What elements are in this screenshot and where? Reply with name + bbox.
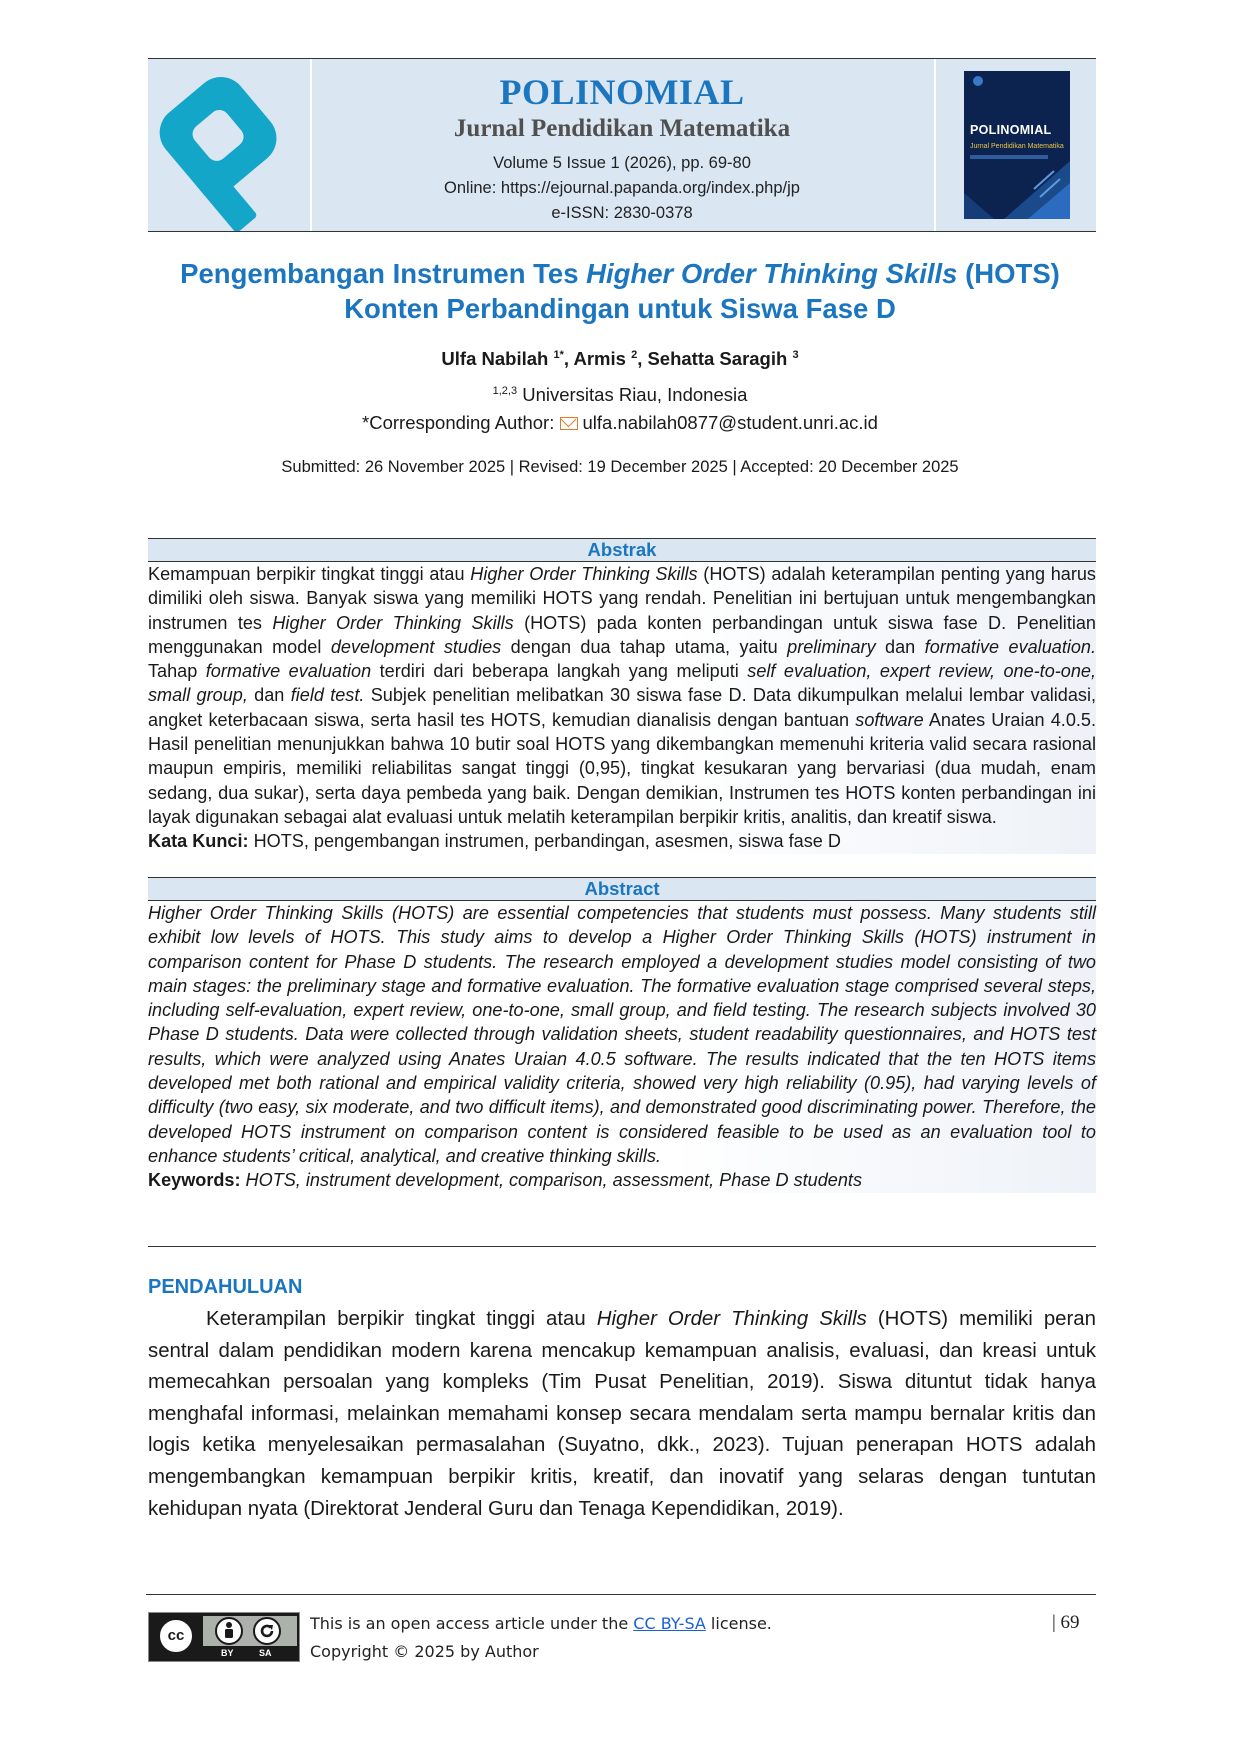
page-number: | 69 [1052, 1612, 1080, 1633]
abstrak-text: dan [875, 636, 925, 657]
affiliation [130, 384, 1110, 406]
keywords-label: Keywords: [148, 1170, 241, 1191]
corresponding-label: *Corresponding Author: [362, 412, 560, 433]
cover-volume-bar [970, 155, 1048, 159]
abstrak-italic: Higher Order Thinking Skills [272, 612, 514, 633]
journal-logo-cell [148, 59, 312, 231]
title-part: (HOTS) [957, 258, 1060, 289]
author-name: , Armis [563, 348, 632, 369]
cc-by-sa-badge[interactable] [148, 1612, 300, 1662]
journal-info [312, 59, 932, 231]
copyright-line: Copyright © 2025 by Author [310, 1642, 539, 1661]
corresponding-author [130, 412, 1110, 434]
abstrak-text: Anates Uraian 4.0.5. Hasil penelitian menunjukkan bahwa 10 butir soal HOTS yang dikembangkan memenuhi kriteria valid secara rasional maupun empiris, memiliki reliabilitas sangat tinggi (0,95), tingkat kesukaran yang bervariasi (dua mudah, enam sedang, dua sukar), serta daya pembeda yang baik. Dengan demikian, Instrumen tes HOTS konten perbandingan ini layak digunakan sebagai alat evaluasi untuk melatih keterampilan berpikir kritis, analitis, dan kreatif siswa. [148, 709, 1097, 827]
journal-header [148, 58, 1096, 232]
author-name: Ulfa Nabilah [441, 348, 554, 369]
abstrak-heading: Abstrak [148, 538, 1096, 562]
footer-rule [146, 1594, 1096, 1595]
abstrak-italic: development studies [330, 636, 502, 657]
journal-cover-cell [934, 59, 1098, 231]
badge-sa-label: SA [259, 1648, 272, 1658]
by-person-icon [215, 1617, 243, 1645]
article-title [130, 256, 1110, 326]
abstrak-italic: formative evaluation [205, 661, 372, 682]
cover-title: POLINOMIAL [970, 123, 1052, 137]
intro-text: Keterampilan berpikir tingkat tinggi atau [206, 1308, 597, 1330]
cover-subtitle: Jurnal Pendidikan Matematika [970, 143, 1064, 150]
journal-volume: Volume 5 Issue 1 (2026), pp. 69-80 [493, 154, 751, 172]
intro-italic: Higher Order Thinking Skills [596, 1308, 867, 1330]
title-line-2: Konten Perbandingan untuk Siswa Fase D [344, 293, 896, 324]
abstrak-text: (HOTS) adalah keterampilan penting yang harus dimiliki oleh siswa. Banyak siswa yang memiliki HOTS yang rendah. Penelitian ini bertujuan untuk mengembangkan instrumen tes [148, 564, 1096, 633]
abstrak-text: dan [247, 685, 291, 706]
license-pre: This is an open access article under the [310, 1614, 634, 1633]
license-text [310, 1610, 772, 1666]
abstrak-text: (HOTS) pada konten perbandingan untuk siswa fase D. Penelitian menggunakan model [148, 612, 1096, 657]
author-name: , Sehatta Saragih [637, 348, 793, 369]
journal-logo [148, 59, 310, 231]
license-line [310, 1610, 772, 1638]
abstrak-italic: software [855, 709, 924, 730]
license-post: license. [705, 1614, 772, 1633]
abstract-heading: Abstract [148, 877, 1096, 901]
abstrak-italic: preliminary [787, 636, 876, 657]
intro-text: (HOTS) memiliki peran sentral dalam pendidikan modern karena mencakup kemampuan analisis, evaluasi, dan kreasi untuk memecahkan persoalan yang kompleks (Tim Pusat Penelitian, 2019). Siswa dituntut tidak hanya menghafal informasi, melainkan memahami konsep secara mendalam serta mampu bernalar kritis dan logis ketika menyelesaikan permasalahan (Suyatno, dkk., 2023). Tujuan penerapan HOTS adalah mengembangkan kemampuan berpikir kritis, kreatif, dan inovatif yang selaras dengan tuntutan kehidupan nyata (Direktorat Jenderal Guru dan Tenaga Kependidikan, 2019). [148, 1308, 1096, 1520]
journal-name: POLINOMIAL [499, 72, 745, 112]
abstrak-text: Kemampuan berpikir tingkat tinggi atau [148, 564, 471, 584]
author-sup: 2 [631, 348, 638, 361]
keywords-text: HOTS, pengembangan instrumen, perbandingan, asesmen, siswa fase D [248, 831, 841, 852]
mail-icon [560, 417, 578, 430]
license-link[interactable]: CC BY-SA [633, 1614, 706, 1633]
abstract-bottom-rule [148, 1246, 1096, 1247]
journal-subtitle: Jurnal Pendidikan Matematika [453, 115, 791, 142]
corresponding-email[interactable]: ulfa.nabilah0877@student.unri.ac.id [582, 412, 878, 433]
submission-dates: Submitted: 26 November 2025 | Revised: 19 December 2025 | Accepted: 20 December 2025 [281, 458, 959, 476]
journal-online-url: Online: https://ejournal.papanda.org/index.php/jp [444, 179, 800, 197]
sa-share-alike-icon [253, 1617, 281, 1645]
abstrak-text: terdiri dari beberapa langkah yang meliputi [371, 661, 748, 682]
keywords-label: Kata Kunci: [148, 831, 249, 852]
journal-cover-thumbnail [964, 71, 1070, 219]
abstrak-keywords [148, 829, 1096, 853]
abstrak-body [148, 562, 1096, 854]
affiliation-text: Universitas Riau, Indonesia [517, 384, 748, 405]
title-part: Pengembangan Instrumen Tes [180, 258, 587, 289]
badge-by-label: BY [221, 1648, 234, 1658]
abstrak-text: dengan dua tahap utama, yaitu [501, 636, 788, 657]
abstrak-italic: self evaluation, expert review, one-to-one, small group, [148, 661, 1096, 706]
intro-paragraph [148, 1304, 1096, 1525]
abstract-text: Higher Order Thinking Skills (HOTS) are essential competencies that students must possess. Many students still exhibit low levels of HOTS. This study aims to develop a Higher Order Thinking Skills (HOTS) instrument in comparison content for Phase D students. The research employed a development studies model consisting of two main stages: the preliminary stage and formative evaluation. The formative evaluation stage comprised several steps, including self-evaluation, expert review, one-to-one, small group, and field testing. The research subjects involved 30 Phase D students. Data were collected through validation sheets, student readability questionnaires, and HOTS test results, which were analyzed using Anates Uraian 4.0.5 software. The results indicated that the ten HOTS items developed met both rational and empirical validity criteria, showed very high reliability (0.95), had varying levels of difficulty (two easy, six moderate, and two difficult items), and demonstrated good discriminating power. Therefore, the developed HOTS instrument on comparison content is considered feasible to be used as an evaluation tool to enhance students’ critical, analytical, and creative thinking skills. [148, 903, 1096, 1166]
section-heading-pendahuluan: PENDAHULUAN [148, 1276, 303, 1298]
abstrak-text: Tahap [148, 661, 206, 682]
author-sup: 1* [553, 348, 564, 361]
abstract-body [148, 901, 1096, 1193]
abstract-keywords [148, 1168, 1096, 1192]
abstrak-text: Subjek penelitian melibatkan 30 siswa fase D. Data dikumpulkan melalui lembar validasi, angket keterbacaan siswa, serta hasil tes HOTS, kemudian dianalisis dengan bantuan [148, 685, 1097, 730]
affiliation-sup: 1,2,3 [492, 384, 518, 397]
abstrak-italic: formative evaluation. [924, 636, 1097, 657]
keywords-text: HOTS, instrument development, comparison, assessment, Phase D students [240, 1170, 863, 1191]
journal-eissn: e-ISSN: 2830-0378 [551, 204, 693, 222]
author-sup: 3 [792, 348, 799, 361]
abstrak-italic: Higher Order Thinking Skills [470, 564, 698, 584]
cc-icon: cc [157, 1617, 195, 1655]
abstrak-italic: field test. [290, 685, 365, 706]
author-list [130, 348, 1110, 370]
title-italic-part: Higher Order Thinking Skills [586, 258, 958, 289]
